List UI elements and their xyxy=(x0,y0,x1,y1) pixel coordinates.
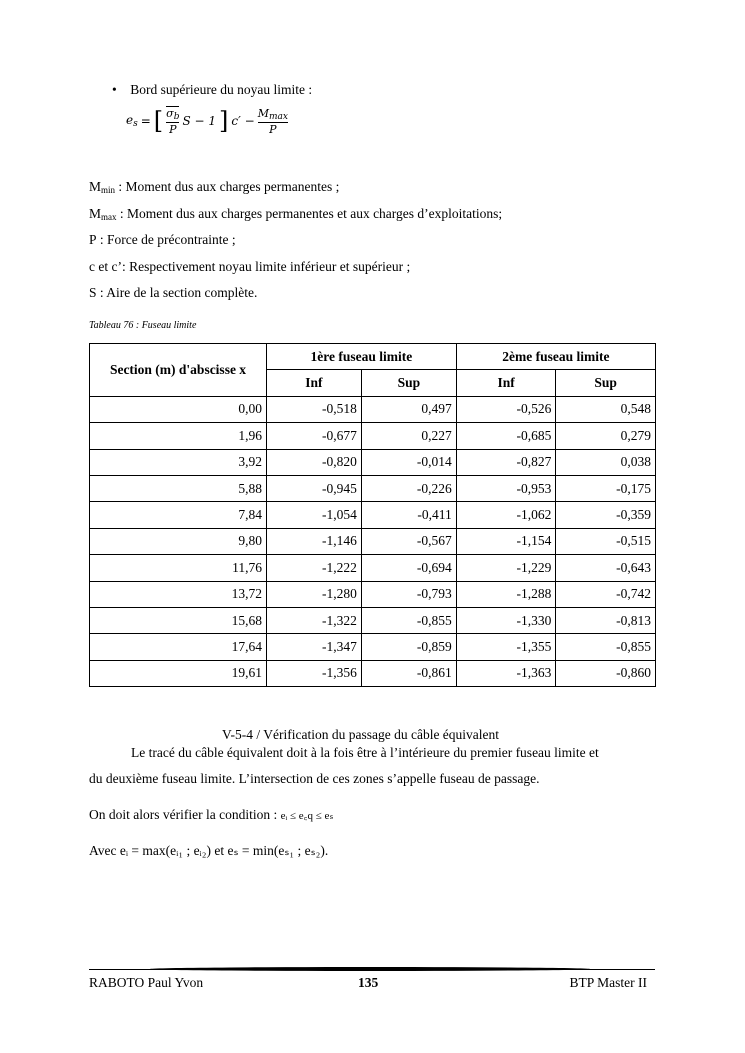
header-fuseau-2: 2ème fuseau limite xyxy=(456,344,655,370)
table-cell: -0,515 xyxy=(556,528,656,554)
table-row xyxy=(90,475,656,501)
table-cell: 0,227 xyxy=(361,423,456,449)
table-cell: 3,92 xyxy=(90,449,267,475)
table-cell: -0,359 xyxy=(556,502,656,528)
table-cell: -1,062 xyxy=(456,502,556,528)
header-inf: Inf xyxy=(267,370,362,396)
footer-divider-accent xyxy=(150,967,590,971)
table-cell: 0,038 xyxy=(556,449,656,475)
bullet-item: • Bord supérieure du noyau limite : xyxy=(112,82,313,97)
formula-es: $e_s$ = [ $\sigma_b$ P S − 1 ] c′ − $M_{max}$ P xyxy=(126,106,288,136)
table-cell: -1,347 xyxy=(267,634,362,660)
table-cell: 0,497 xyxy=(361,396,456,422)
fuseau-limite-table xyxy=(89,343,656,687)
table-cell: -0,827 xyxy=(456,449,556,475)
table-cell: -0,685 xyxy=(456,423,556,449)
table-cell: 5,88 xyxy=(90,475,267,501)
definition-line: $M_{max}$ : Moment dus aux charges permanentes et aux charges d’exploitations; xyxy=(89,205,503,222)
table-cell: 13,72 xyxy=(90,581,267,607)
definition-line: S : Aire de la section complète. xyxy=(89,285,258,300)
table-cell: -0,813 xyxy=(556,607,656,633)
table-cell: 1,96 xyxy=(90,423,267,449)
table-cell: -0,742 xyxy=(556,581,656,607)
header-sup: Sup xyxy=(361,370,456,396)
table-row xyxy=(90,423,656,449)
paragraph-line: Le tracé du câble équivalent doit à la fois être à l’intérieure du premier fuseau limite et xyxy=(131,745,599,760)
table-cell: -1,280 xyxy=(267,581,362,607)
table-cell: -1,356 xyxy=(267,660,362,686)
definition-line: P : Force de précontrainte ; xyxy=(89,232,236,247)
table-cell: -1,054 xyxy=(267,502,362,528)
table-cell: -0,411 xyxy=(361,502,456,528)
table-cell: -0,677 xyxy=(267,423,362,449)
footer-program: BTP Master II xyxy=(569,975,647,990)
table-cell: -0,855 xyxy=(361,607,456,633)
table-cell: -0,855 xyxy=(556,634,656,660)
table-cell: 9,80 xyxy=(90,528,267,554)
table-cell: 11,76 xyxy=(90,555,267,581)
table-row xyxy=(90,555,656,581)
footer-author: RABOTO Paul Yvon xyxy=(89,975,204,990)
table-cell: -0,526 xyxy=(456,396,556,422)
paragraph-line: du deuxième fuseau limite. L’intersection de ces zones s’appelle fuseau de passage. xyxy=(89,771,540,786)
table-cell: -0,694 xyxy=(361,555,456,581)
table-row xyxy=(90,634,656,660)
condition-line: On doit alors vérifier la condition : eᵢ ≤ e꜀q ≤ eₛ xyxy=(89,807,334,822)
section-title: V-5-4 / Vérification du passage du câble équivalent xyxy=(222,727,500,742)
table-cell: -0,226 xyxy=(361,475,456,501)
table-cell: 19,61 xyxy=(90,660,267,686)
header-section: Section (m) d'abscisse x xyxy=(90,344,267,397)
table-row xyxy=(90,449,656,475)
table-cell: 0,279 xyxy=(556,423,656,449)
table-cell: -0,953 xyxy=(456,475,556,501)
table-cell: -0,014 xyxy=(361,449,456,475)
table-row xyxy=(90,528,656,554)
bullet-text: Bord supérieure du noyau limite : xyxy=(130,82,313,97)
table-cell: -0,861 xyxy=(361,660,456,686)
table-cell: -1,363 xyxy=(456,660,556,686)
table-cell: -1,229 xyxy=(456,555,556,581)
header-fuseau-1: 1ère fuseau limite xyxy=(267,344,457,370)
table-cell: -0,518 xyxy=(267,396,362,422)
table-row xyxy=(90,607,656,633)
table-cell: -1,146 xyxy=(267,528,362,554)
table-cell: -0,820 xyxy=(267,449,362,475)
table-cell: -0,793 xyxy=(361,581,456,607)
table-row xyxy=(90,660,656,686)
header-inf: Inf xyxy=(456,370,556,396)
definition-line: $M_{min}$ : Moment dus aux charges permanentes ; xyxy=(89,179,340,195)
table-cell: 0,548 xyxy=(556,396,656,422)
table-caption: Tableau 76 : Fuseau limite xyxy=(89,320,197,331)
table-cell: -0,175 xyxy=(556,475,656,501)
table-cell: -0,859 xyxy=(361,634,456,660)
table-cell: -1,355 xyxy=(456,634,556,660)
avec-line: Avec eᵢ = max(eᵢ₁ ; eᵢ₂) et eₛ = min(eₛ₁ ; eₛ₂). xyxy=(89,843,329,858)
table-cell: -1,222 xyxy=(267,555,362,581)
table-row xyxy=(90,502,656,528)
table-cell: -1,322 xyxy=(267,607,362,633)
table-cell: -0,945 xyxy=(267,475,362,501)
table-cell: -0,860 xyxy=(556,660,656,686)
table-cell: 7,84 xyxy=(90,502,267,528)
table-cell: -1,154 xyxy=(456,528,556,554)
page-number: 135 xyxy=(358,975,379,990)
table-row xyxy=(90,581,656,607)
table-cell: -0,643 xyxy=(556,555,656,581)
table-cell: -1,288 xyxy=(456,581,556,607)
table-cell: -1,330 xyxy=(456,607,556,633)
table-cell: -0,567 xyxy=(361,528,456,554)
table-cell: 0,00 xyxy=(90,396,267,422)
header-sup: Sup xyxy=(556,370,656,396)
table-row xyxy=(90,396,656,422)
table-cell: 17,64 xyxy=(90,634,267,660)
table-cell: 15,68 xyxy=(90,607,267,633)
definition-line: c et c’: Respectivement noyau limite inférieur et supérieur ; xyxy=(89,258,411,274)
